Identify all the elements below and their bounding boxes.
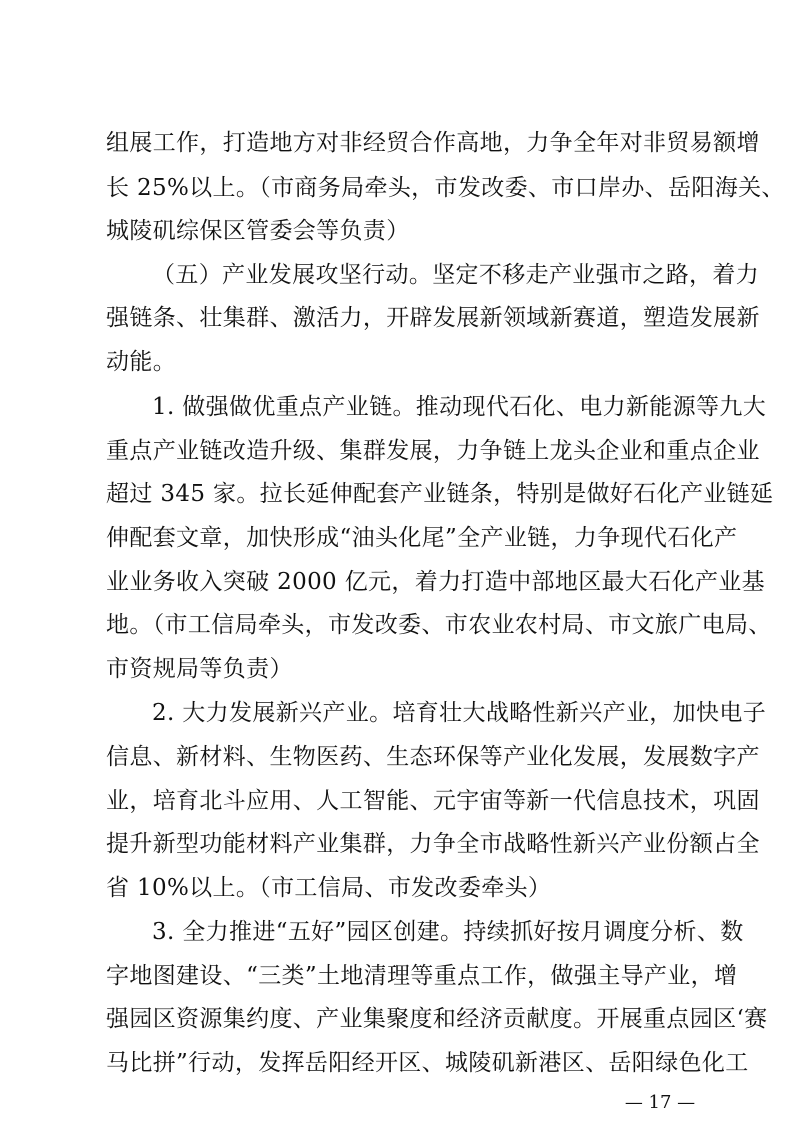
text-line-17: 提升新型功能材料产业集群，力争全市战略性新兴产业份额占全 (106, 831, 760, 857)
text-line-10: 伸配套文章，加快形成“油头化尾”全产业链，力争现代石化产 (106, 525, 738, 551)
text-line-21: 强园区资源集约度、产业集聚度和经济贡献度。开展重点园区‘赛 (106, 1006, 768, 1032)
page-number: — 17 — (624, 1092, 696, 1113)
item-heading-2: 2. 大力发展新兴产业。培育壮大战略性新兴产业，加快电子 (152, 700, 767, 726)
item-heading-3: 3. 全力推进“五好”园区创建。持续抓好按月调度分析、数 (152, 919, 744, 945)
text-line-16: 业，培育北斗应用、人工智能、元宇宙等新一代信息技术，巩固 (106, 788, 760, 814)
text-line-8: 重点产业链改造升级、集群发展，力争链上龙头企业和重点企业 (106, 438, 760, 464)
text-line-12: 地。（市工信局牵头，市发改委、市农业农村局、市文旅广电局、 (106, 612, 772, 638)
text-line-15: 信息、新材料、生物医药、生态环保等产业化发展，发展数字产 (106, 744, 760, 770)
text-line-11: 业业务收入突破 2000 亿元，着力打造中部地区最大石化产业基 (106, 569, 766, 595)
section-heading-5: （五）产业发展攻坚行动。坚定不移走产业强市之路，着力 (152, 262, 760, 288)
text-line-13: 市资规局等负责） (106, 656, 293, 682)
text-line-2: 长 25%以上。（市商务局牵头，市发改委、市口岸办、岳阳海关、 (106, 175, 785, 201)
text-line-18: 省 10%以上。（市工信局、市发改委牵头） (106, 875, 552, 901)
text-line-20: 字地图建设、“三类”土地清理等重点工作，做强主导产业，增 (106, 963, 738, 989)
text-line-5: 强链条、壮集群、激活力，开辟发展新领域新赛道，塑造发展新 (106, 305, 760, 331)
text-line-1: 组展工作，打造地方对非经贸合作高地，力争全年对非贸易额增 (106, 130, 760, 156)
text-line-9: 超过 345 家。拉长延伸配套产业链条，特别是做好石化产业链延 (106, 481, 774, 507)
text-line-6: 动能。 (106, 349, 177, 375)
item-heading-1: 1. 做强做优重点产业链。推动现代石化、电力新能源等九大 (152, 394, 767, 420)
text-line-22: 马比拼”行动，发挥岳阳经开区、城陵矶新港区、岳阳绿色化工 (106, 1050, 749, 1076)
text-line-3: 城陵矶综保区管委会等负责） (106, 218, 410, 244)
